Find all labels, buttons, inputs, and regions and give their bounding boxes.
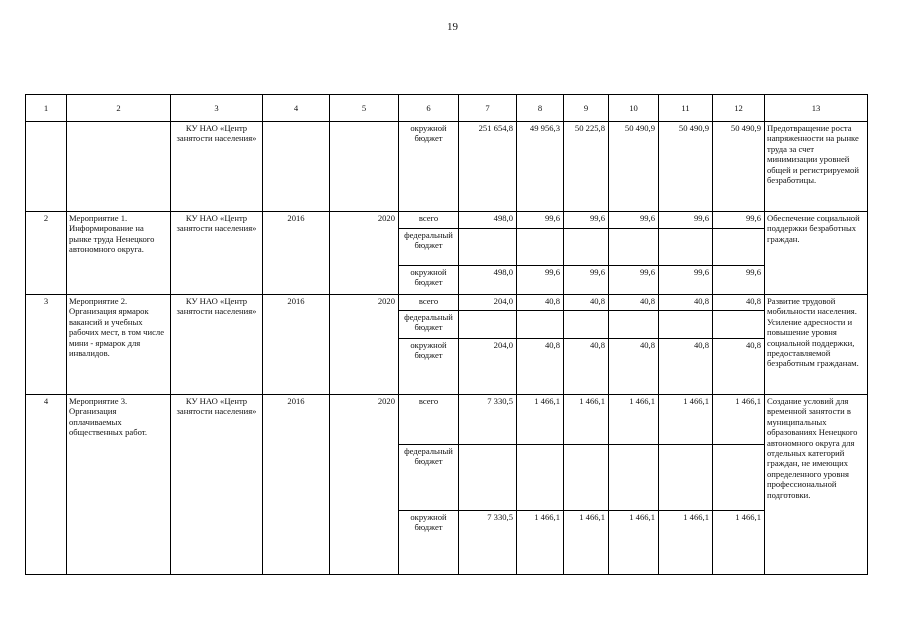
row-number-cell — [26, 122, 67, 212]
amount-cell: 1 466,1 — [609, 511, 659, 575]
expected-result-cell: Создание условий для временной занятости в муниципальных образованиях Ненецкого автономного округа для отдельных категорий граждан, не имеющих определенного уровня профессиональной подготовки. — [765, 395, 868, 575]
amount-cell: 99,6 — [659, 212, 713, 229]
amount-cell: 7 330,5 — [459, 395, 517, 445]
budget-source-label: всего — [399, 395, 459, 445]
page-number: 19 — [447, 21, 458, 33]
end-year-cell: 2020 — [330, 212, 399, 295]
amount-cell: 99,6 — [713, 266, 765, 295]
executor-cell: КУ НАО «Центр занятости населения» — [171, 395, 263, 575]
activity-name-cell: Мероприятие 2. Организация ярмарок вакансий и учебных рабочих мест, в том числе мини - ярмарок для инвалидов. — [67, 295, 171, 395]
amount-cell: 99,6 — [517, 212, 564, 229]
column-header: 2 — [67, 95, 171, 122]
amount-cell: 1 466,1 — [659, 395, 713, 445]
amount-cell: 40,8 — [609, 339, 659, 395]
program-table — [25, 94, 868, 575]
budget-source-label: федеральный бюджет — [399, 229, 459, 266]
amount-cell: 204,0 — [459, 339, 517, 395]
budget-source-label: федеральный бюджет — [399, 311, 459, 339]
amount-cell: 50 490,9 — [713, 122, 765, 212]
amount-cell — [609, 445, 659, 511]
amount-cell: 40,8 — [517, 295, 564, 311]
amount-cell: 1 466,1 — [517, 395, 564, 445]
end-year-cell: 2020 — [330, 395, 399, 575]
executor-cell: КУ НАО «Центр занятости населения» — [171, 122, 263, 212]
row-number-cell: 3 — [26, 295, 67, 395]
column-header: 1 — [26, 95, 67, 122]
amount-cell: 99,6 — [609, 212, 659, 229]
executor-cell: КУ НАО «Центр занятости населения» — [171, 295, 263, 395]
amount-cell: 1 466,1 — [713, 511, 765, 575]
budget-source-label: федеральный бюджет — [399, 445, 459, 511]
amount-cell: 7 330,5 — [459, 511, 517, 575]
amount-cell: 40,8 — [713, 295, 765, 311]
amount-cell — [459, 311, 517, 339]
table-row — [26, 395, 868, 445]
amount-cell: 40,8 — [517, 339, 564, 395]
column-header: 11 — [659, 95, 713, 122]
activity-name-cell: Мероприятие 1. Информирование на рынке труда Ненецкого автономного округа. — [67, 212, 171, 295]
amount-cell — [659, 311, 713, 339]
activity-name-cell: Мероприятие 3. Организация оплачиваемых общественных работ. — [67, 395, 171, 575]
budget-source-label: окружной бюджет — [399, 339, 459, 395]
amount-cell: 1 466,1 — [659, 511, 713, 575]
amount-cell — [459, 445, 517, 511]
start-year-cell: 2016 — [263, 295, 330, 395]
amount-cell: 40,8 — [659, 339, 713, 395]
amount-cell: 99,6 — [517, 266, 564, 295]
amount-cell — [609, 229, 659, 266]
amount-cell: 40,8 — [564, 339, 609, 395]
amount-cell: 99,6 — [564, 266, 609, 295]
amount-cell — [517, 445, 564, 511]
amount-cell: 1 466,1 — [517, 511, 564, 575]
amount-cell: 50 490,9 — [609, 122, 659, 212]
amount-cell — [609, 311, 659, 339]
expected-result-cell: Развитие трудовой мобильности населения. Усиление адресности и повышение уровня социальной поддержки, предоставляемой безработным гражданам. — [765, 295, 868, 395]
amount-cell — [459, 229, 517, 266]
expected-result-cell: Обеспечение социальной поддержки безработных граждан. — [765, 212, 868, 295]
column-header: 7 — [459, 95, 517, 122]
end-year-cell: 2020 — [330, 295, 399, 395]
table-row — [26, 295, 868, 311]
column-header: 6 — [399, 95, 459, 122]
table-row — [26, 122, 868, 212]
activity-name-cell — [67, 122, 171, 212]
amount-cell — [517, 229, 564, 266]
amount-cell — [713, 229, 765, 266]
expected-result-cell: Предотвращение роста напряженности на рынке труда за счет минимизации уровней общей и регистрируемой безработицы. — [765, 122, 868, 212]
amount-cell: 99,6 — [713, 212, 765, 229]
amount-cell — [713, 311, 765, 339]
amount-cell: 251 654,8 — [459, 122, 517, 212]
column-header: 3 — [171, 95, 263, 122]
amount-cell — [659, 445, 713, 511]
amount-cell: 1 466,1 — [609, 395, 659, 445]
amount-cell: 1 466,1 — [564, 511, 609, 575]
amount-cell: 40,8 — [659, 295, 713, 311]
budget-source-label: окружной бюджет — [399, 511, 459, 575]
start-year-cell: 2016 — [263, 212, 330, 295]
end-year-cell — [330, 122, 399, 212]
amount-cell — [564, 445, 609, 511]
amount-cell: 40,8 — [713, 339, 765, 395]
amount-cell: 99,6 — [609, 266, 659, 295]
amount-cell: 99,6 — [659, 266, 713, 295]
column-header: 12 — [713, 95, 765, 122]
budget-source-label: окружной бюджет — [399, 266, 459, 295]
amount-cell: 49 956,3 — [517, 122, 564, 212]
amount-cell: 1 466,1 — [564, 395, 609, 445]
budget-source-label: окружной бюджет — [399, 122, 459, 212]
column-header: 8 — [517, 95, 564, 122]
row-number-cell: 2 — [26, 212, 67, 295]
budget-source-label: всего — [399, 212, 459, 229]
column-header: 9 — [564, 95, 609, 122]
column-number-row — [26, 95, 868, 122]
amount-cell: 498,0 — [459, 212, 517, 229]
amount-cell: 50 225,8 — [564, 122, 609, 212]
column-header: 4 — [263, 95, 330, 122]
amount-cell: 99,6 — [564, 212, 609, 229]
budget-source-label: всего — [399, 295, 459, 311]
executor-cell: КУ НАО «Центр занятости населения» — [171, 212, 263, 295]
amount-cell — [564, 311, 609, 339]
column-header: 13 — [765, 95, 868, 122]
amount-cell — [564, 229, 609, 266]
amount-cell: 40,8 — [609, 295, 659, 311]
table-row — [26, 212, 868, 229]
amount-cell: 498,0 — [459, 266, 517, 295]
amount-cell: 40,8 — [564, 295, 609, 311]
column-header: 10 — [609, 95, 659, 122]
amount-cell: 50 490,9 — [659, 122, 713, 212]
amount-cell: 1 466,1 — [713, 395, 765, 445]
start-year-cell: 2016 — [263, 395, 330, 575]
start-year-cell — [263, 122, 330, 212]
amount-cell — [659, 229, 713, 266]
row-number-cell: 4 — [26, 395, 67, 575]
amount-cell: 204,0 — [459, 295, 517, 311]
amount-cell — [713, 445, 765, 511]
column-header: 5 — [330, 95, 399, 122]
amount-cell — [517, 311, 564, 339]
